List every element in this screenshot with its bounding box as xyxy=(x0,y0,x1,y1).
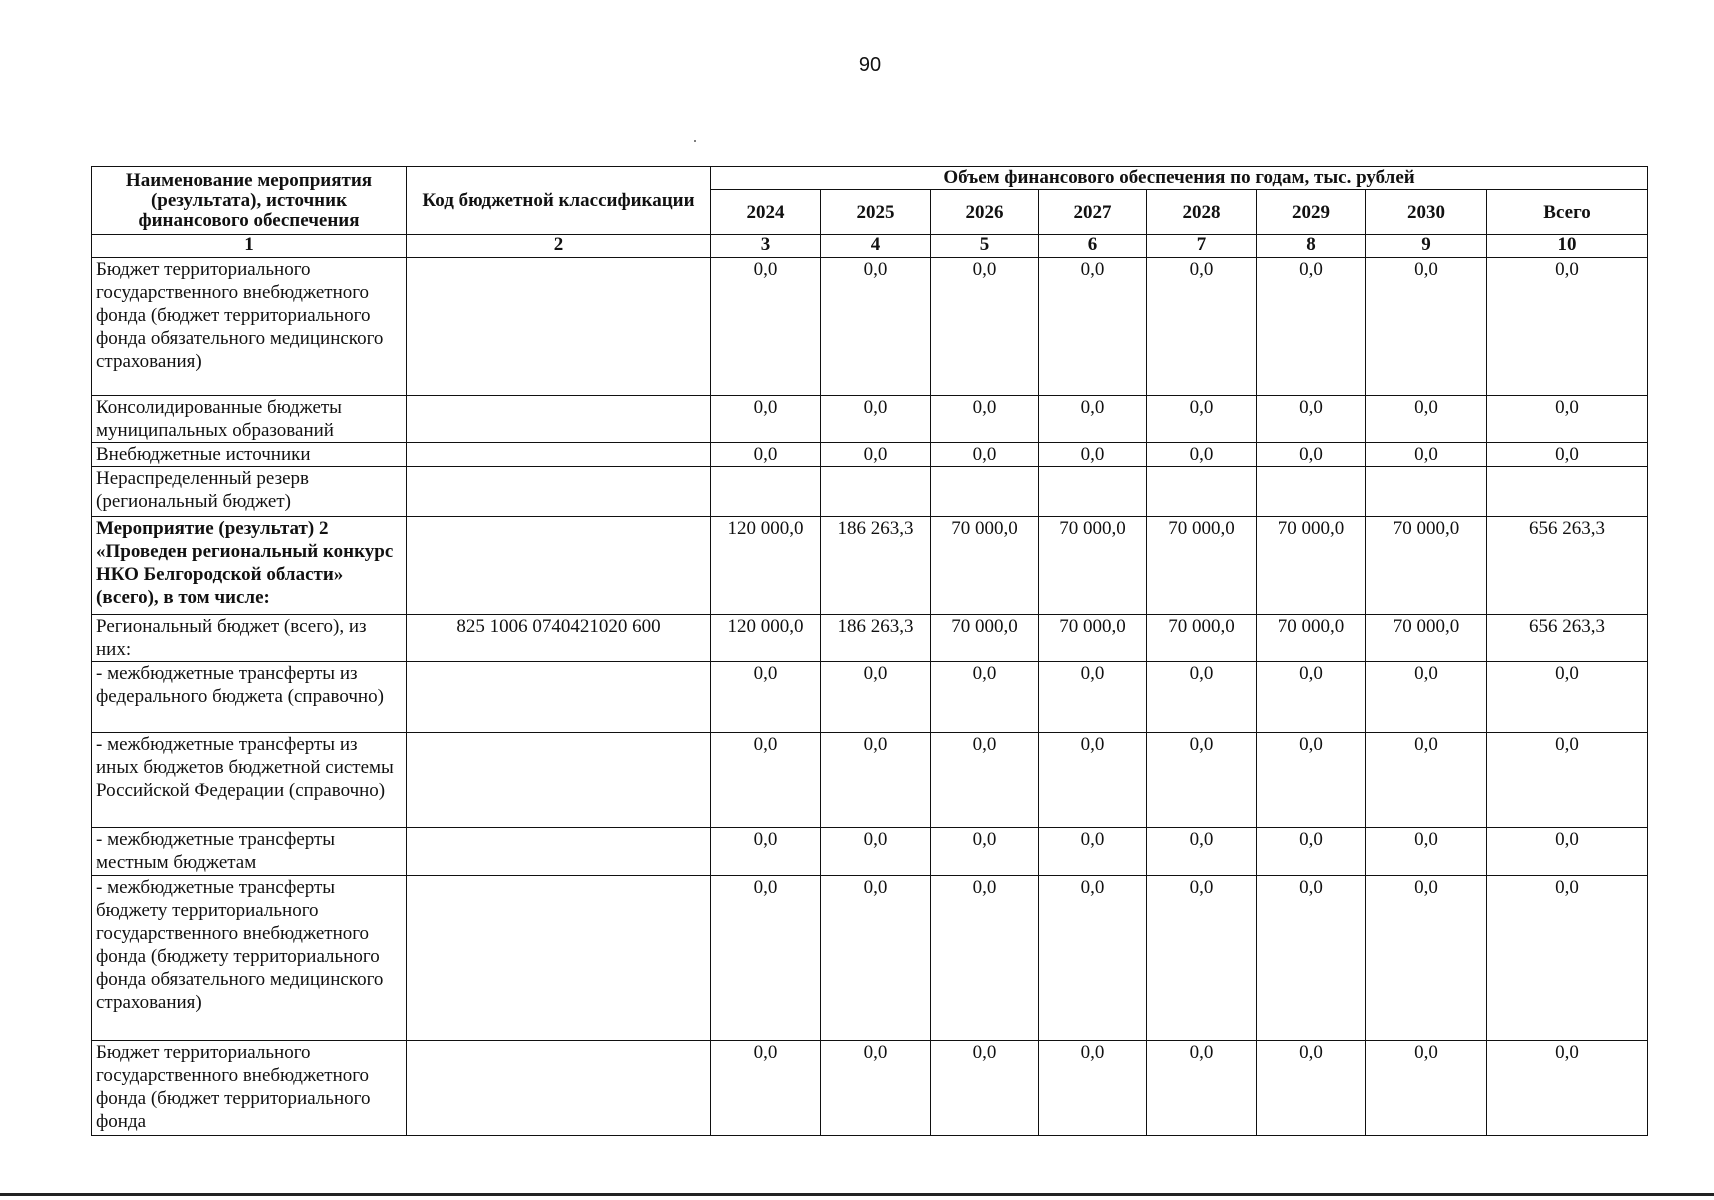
table-row xyxy=(92,1041,1648,1136)
financing-table xyxy=(91,166,1648,1136)
row-value: 120 000,0 xyxy=(711,517,821,615)
row-name: Бюджет территориального государственного внебюджетного фонда (бюджет территориального фонда xyxy=(92,1041,407,1136)
header-year: 2026 xyxy=(931,190,1039,235)
row-value: 0,0 xyxy=(821,396,931,443)
column-number: 7 xyxy=(1147,235,1257,258)
row-value: 0,0 xyxy=(1147,662,1257,733)
column-number: 6 xyxy=(1039,235,1147,258)
table-row xyxy=(92,258,1648,396)
row-value: 0,0 xyxy=(711,662,821,733)
table-row xyxy=(92,733,1648,828)
row-value: 70 000,0 xyxy=(931,517,1039,615)
row-value: 0,0 xyxy=(1366,1041,1487,1136)
header-name: Наименование мероприятия (результата), источник финансового обеспечения xyxy=(92,167,407,235)
row-value: 70 000,0 xyxy=(1366,615,1487,662)
row-value: 0,0 xyxy=(931,443,1039,467)
row-value: 0,0 xyxy=(1487,876,1648,1041)
row-value xyxy=(1039,467,1147,517)
row-name: Региональный бюджет (всего), из них: xyxy=(92,615,407,662)
row-value: 0,0 xyxy=(1039,396,1147,443)
row-value: 0,0 xyxy=(1147,1041,1257,1136)
table-row xyxy=(92,517,1648,615)
row-value: 656 263,3 xyxy=(1487,517,1648,615)
row-value: 0,0 xyxy=(1366,733,1487,828)
header-row xyxy=(92,167,1648,190)
header-year: 2024 xyxy=(711,190,821,235)
column-number: 2 xyxy=(407,235,711,258)
row-value: 0,0 xyxy=(1257,733,1366,828)
row-value: 186 263,3 xyxy=(821,517,931,615)
row-code xyxy=(407,662,711,733)
header-year: 2030 xyxy=(1366,190,1487,235)
row-value: 0,0 xyxy=(711,876,821,1041)
row-value xyxy=(1147,467,1257,517)
header-year: 2027 xyxy=(1039,190,1147,235)
page-number: 90 xyxy=(858,54,882,76)
row-value: 0,0 xyxy=(821,876,931,1041)
row-value: 0,0 xyxy=(1487,396,1648,443)
row-value: 0,0 xyxy=(1147,876,1257,1041)
row-name: - межбюджетные трансферты из иных бюджетов бюджетной системы Российской Федерации (справочно) xyxy=(92,733,407,828)
row-value: 70 000,0 xyxy=(1366,517,1487,615)
row-value: 0,0 xyxy=(931,828,1039,876)
row-value: 0,0 xyxy=(931,1041,1039,1136)
row-code: 825 1006 0740421020 600 xyxy=(407,615,711,662)
row-code xyxy=(407,443,711,467)
header-total: Всего xyxy=(1487,190,1648,235)
row-value: 0,0 xyxy=(1257,443,1366,467)
column-number: 10 xyxy=(1487,235,1648,258)
row-value xyxy=(1366,467,1487,517)
row-value: 0,0 xyxy=(1257,258,1366,396)
row-value: 0,0 xyxy=(931,876,1039,1041)
row-value: 0,0 xyxy=(1366,443,1487,467)
row-name: Нераспределенный резерв (региональный бюджет) xyxy=(92,467,407,517)
row-value: 70 000,0 xyxy=(1147,615,1257,662)
row-value: 0,0 xyxy=(1147,733,1257,828)
row-value: 0,0 xyxy=(1039,828,1147,876)
table-row xyxy=(92,828,1648,876)
row-value: 0,0 xyxy=(931,733,1039,828)
table-row xyxy=(92,467,1648,517)
row-value: 120 000,0 xyxy=(711,615,821,662)
row-value: 0,0 xyxy=(1147,828,1257,876)
row-name: Мероприятие (результат) 2 «Проведен региональный конкурс НКО Белгородской области» (всего), в том числе: xyxy=(92,517,407,615)
row-value: 0,0 xyxy=(931,396,1039,443)
row-value: 0,0 xyxy=(1487,662,1648,733)
row-value: 0,0 xyxy=(1039,1041,1147,1136)
row-value: 0,0 xyxy=(1487,733,1648,828)
row-code xyxy=(407,733,711,828)
scan-edge-line xyxy=(0,1193,1714,1196)
scan-speck xyxy=(694,140,696,142)
row-code xyxy=(407,467,711,517)
row-value: 0,0 xyxy=(1039,258,1147,396)
row-code xyxy=(407,828,711,876)
row-value: 0,0 xyxy=(711,828,821,876)
table-row xyxy=(92,396,1648,443)
row-name: - межбюджетные трансферты из федерального бюджета (справочно) xyxy=(92,662,407,733)
row-name: Внебюджетные источники xyxy=(92,443,407,467)
row-value: 0,0 xyxy=(1147,258,1257,396)
row-value: 0,0 xyxy=(1366,876,1487,1041)
row-value: 70 000,0 xyxy=(1257,615,1366,662)
row-value xyxy=(931,467,1039,517)
row-value: 0,0 xyxy=(711,258,821,396)
row-value: 0,0 xyxy=(1487,828,1648,876)
row-value: 0,0 xyxy=(1257,396,1366,443)
row-value: 70 000,0 xyxy=(1147,517,1257,615)
row-value: 0,0 xyxy=(711,1041,821,1136)
row-code xyxy=(407,876,711,1041)
row-name: - межбюджетные трансферты бюджету территориального государственного внебюджетного фонда (бюджету территориального фонда обязательного медицинского страхования) xyxy=(92,876,407,1041)
column-number: 3 xyxy=(711,235,821,258)
row-value: 0,0 xyxy=(1257,662,1366,733)
row-value: 0,0 xyxy=(1257,1041,1366,1136)
table-row xyxy=(92,876,1648,1041)
row-value: 0,0 xyxy=(1147,396,1257,443)
header-year: 2029 xyxy=(1257,190,1366,235)
header-year: 2028 xyxy=(1147,190,1257,235)
table-row xyxy=(92,443,1648,467)
row-value: 186 263,3 xyxy=(821,615,931,662)
header-code: Код бюджетной классификации xyxy=(407,167,711,235)
row-value: 0,0 xyxy=(711,733,821,828)
row-value: 0,0 xyxy=(821,258,931,396)
row-value xyxy=(1487,467,1648,517)
row-value: 0,0 xyxy=(821,443,931,467)
table-row xyxy=(92,615,1648,662)
row-value: 0,0 xyxy=(821,828,931,876)
header-volume: Объем финансового обеспечения по годам, тыс. рублей xyxy=(711,167,1648,190)
row-name: - межбюджетные трансферты местным бюджетам xyxy=(92,828,407,876)
row-name: Консолидированные бюджеты муниципальных образований xyxy=(92,396,407,443)
column-number: 1 xyxy=(92,235,407,258)
row-value: 0,0 xyxy=(1039,443,1147,467)
row-value: 0,0 xyxy=(1147,443,1257,467)
row-value: 0,0 xyxy=(711,396,821,443)
row-value: 70 000,0 xyxy=(1039,615,1147,662)
row-value: 0,0 xyxy=(1039,876,1147,1041)
column-number: 8 xyxy=(1257,235,1366,258)
column-number: 4 xyxy=(821,235,931,258)
row-code xyxy=(407,517,711,615)
column-number-row xyxy=(92,235,1648,258)
row-value: 0,0 xyxy=(1039,662,1147,733)
table-row xyxy=(92,662,1648,733)
row-value: 0,0 xyxy=(1366,258,1487,396)
row-value: 0,0 xyxy=(1366,828,1487,876)
row-code xyxy=(407,396,711,443)
row-value: 0,0 xyxy=(1257,828,1366,876)
row-value: 0,0 xyxy=(821,662,931,733)
row-value xyxy=(1257,467,1366,517)
row-value: 0,0 xyxy=(711,443,821,467)
row-value: 0,0 xyxy=(1487,258,1648,396)
row-value xyxy=(711,467,821,517)
row-value: 70 000,0 xyxy=(1039,517,1147,615)
row-value: 70 000,0 xyxy=(931,615,1039,662)
row-value: 0,0 xyxy=(1366,662,1487,733)
header-year: 2025 xyxy=(821,190,931,235)
row-code xyxy=(407,258,711,396)
row-value: 0,0 xyxy=(1366,396,1487,443)
row-value: 0,0 xyxy=(821,733,931,828)
row-code xyxy=(407,1041,711,1136)
row-value: 656 263,3 xyxy=(1487,615,1648,662)
row-value: 0,0 xyxy=(1257,876,1366,1041)
row-value: 0,0 xyxy=(1487,1041,1648,1136)
row-value: 0,0 xyxy=(931,662,1039,733)
row-value: 0,0 xyxy=(931,258,1039,396)
row-name: Бюджет территориального государственного внебюджетного фонда (бюджет территориального фонда обязательного медицинского страхования) xyxy=(92,258,407,396)
column-number: 5 xyxy=(931,235,1039,258)
column-number: 9 xyxy=(1366,235,1487,258)
row-value: 0,0 xyxy=(1039,733,1147,828)
row-value: 70 000,0 xyxy=(1257,517,1366,615)
row-value xyxy=(821,467,931,517)
row-value: 0,0 xyxy=(821,1041,931,1136)
row-value: 0,0 xyxy=(1487,443,1648,467)
